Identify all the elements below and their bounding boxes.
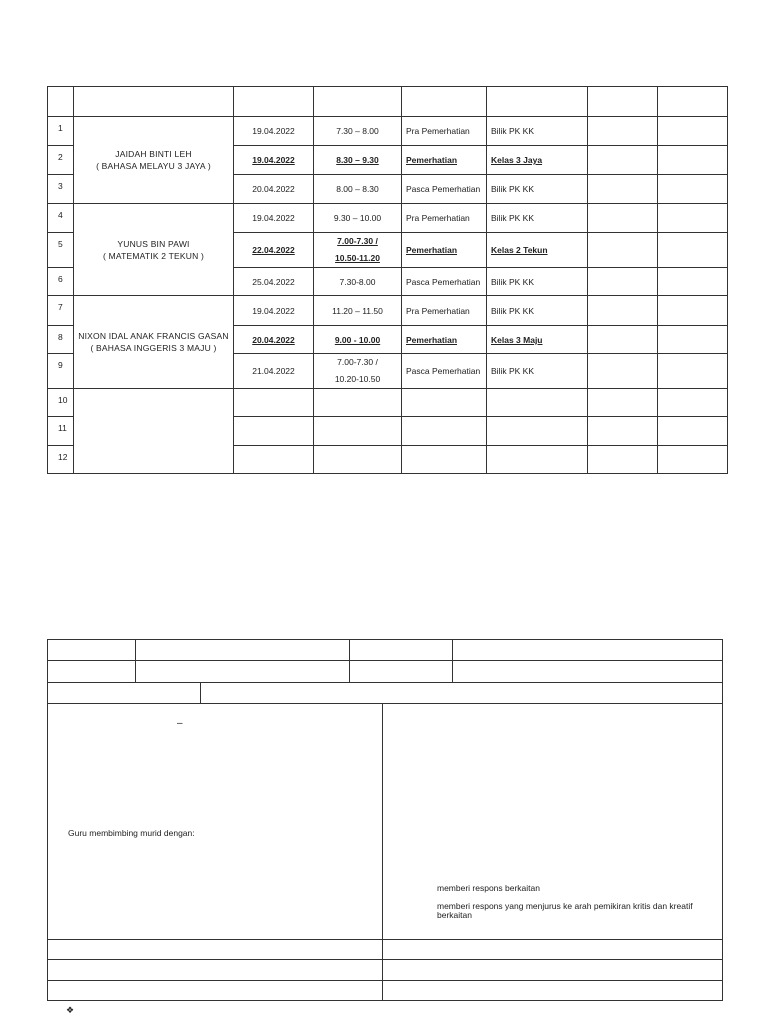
header-cell — [658, 87, 728, 117]
time-cell: 7.30 – 8.00 — [314, 117, 402, 146]
row-number: 12 — [48, 446, 74, 474]
date-cell: 20.04.2022 — [234, 175, 314, 204]
table-header-row — [48, 87, 728, 117]
time-line-1: 7.00-7.30 / — [337, 236, 378, 246]
empty-cell — [487, 417, 588, 446]
empty-cell — [658, 175, 728, 204]
activity-cell: Pasca Pemerhatian — [402, 175, 487, 204]
time-cell: 8.30 – 9.30 — [314, 146, 402, 175]
form-value-cell — [453, 661, 723, 683]
form-label-cell — [48, 661, 136, 683]
empty-cell — [588, 446, 658, 474]
empty-cell — [314, 446, 402, 474]
location-cell: Kelas 2 Tekun — [487, 233, 588, 268]
form-row — [48, 940, 723, 960]
activity-cell: Pemerhatian — [402, 233, 487, 268]
header-cell — [234, 87, 314, 117]
teacher-cell — [74, 296, 234, 389]
table-row — [48, 296, 728, 326]
location-cell: Bilik PK KK — [487, 354, 588, 389]
activity-cell: Pra Pemerhatian — [402, 296, 487, 326]
form-value-cell — [453, 640, 723, 661]
form-cell — [383, 960, 723, 981]
empty-cell — [487, 389, 588, 417]
form-cell — [48, 940, 383, 960]
location-cell: Bilik PK KK — [487, 268, 588, 296]
empty-cell — [234, 417, 314, 446]
teacher-cell — [74, 117, 234, 204]
empty-cell — [588, 417, 658, 446]
teacher-subject: ( BAHASA MELAYU 3 JAYA ) — [96, 161, 211, 171]
time-cell — [314, 233, 402, 268]
row-number: 3 — [48, 175, 74, 204]
time-cell: 11.20 – 11.50 — [314, 296, 402, 326]
empty-cell — [658, 146, 728, 175]
activity-cell: Pemerhatian — [402, 146, 487, 175]
location-cell: Kelas 3 Maju — [487, 326, 588, 354]
date-cell: 19.04.2022 — [234, 146, 314, 175]
location-cell: Kelas 3 Jaya — [487, 146, 588, 175]
row-number: 10 — [48, 389, 74, 417]
empty-cell — [588, 354, 658, 389]
form-label-cell — [48, 683, 201, 704]
row-number: 5 — [48, 233, 74, 268]
empty-cell — [588, 389, 658, 417]
activity-cell: Pra Pemerhatian — [402, 117, 487, 146]
time-cell: 9.30 – 10.00 — [314, 204, 402, 233]
student-activity-cell — [383, 704, 723, 940]
activity-cell: Pra Pemerhatian — [402, 204, 487, 233]
date-cell: 19.04.2022 — [234, 204, 314, 233]
teacher-activity-cell — [48, 704, 383, 940]
form-content-row — [48, 704, 723, 940]
row-number: 11 — [48, 417, 74, 446]
empty-cell — [588, 175, 658, 204]
form-label-cell — [350, 661, 453, 683]
date-cell: 20.04.2022 — [234, 326, 314, 354]
empty-cell — [314, 417, 402, 446]
location-cell: Bilik PK KK — [487, 296, 588, 326]
empty-cell — [658, 117, 728, 146]
empty-cell — [402, 446, 487, 474]
time-line-1: 7.00-7.30 / — [337, 357, 378, 367]
form-cell — [383, 940, 723, 960]
teacher-cell — [74, 204, 234, 296]
empty-cell — [588, 268, 658, 296]
empty-cell — [234, 446, 314, 474]
empty-cell — [588, 326, 658, 354]
time-cell: 8.00 – 8.30 — [314, 175, 402, 204]
observation-form-table — [47, 639, 723, 1001]
empty-cell — [234, 389, 314, 417]
empty-cell — [658, 417, 728, 446]
empty-cell — [314, 389, 402, 417]
form-row — [48, 640, 723, 661]
teacher-subject: ( MATEMATIK 2 TEKUN ) — [102, 250, 204, 261]
date-cell: 25.04.2022 — [234, 268, 314, 296]
table-row — [48, 204, 728, 233]
empty-cell — [588, 233, 658, 268]
header-cell — [402, 87, 487, 117]
location-cell: Bilik PK KK — [487, 175, 588, 204]
teacher-name: NIXON IDAL ANAK FRANCIS GASAN — [78, 331, 229, 341]
empty-cell — [658, 389, 728, 417]
bullet-icon: ❖ — [66, 1005, 75, 1015]
row-number: 1 — [48, 117, 74, 146]
response-text-1: memberi respons berkaitan — [437, 883, 540, 893]
activity-cell: Pasca Pemerhatian — [402, 268, 487, 296]
empty-cell — [588, 204, 658, 233]
empty-cell — [487, 446, 588, 474]
header-cell — [487, 87, 588, 117]
dash-mark: – — [177, 718, 183, 729]
date-cell: 19.04.2022 — [234, 296, 314, 326]
empty-cell — [658, 354, 728, 389]
time-line-2: 10.50-11.20 — [335, 253, 380, 263]
date-cell: 22.04.2022 — [234, 233, 314, 268]
activity-cell: Pasca Pemerhatian — [402, 354, 487, 389]
time-cell: 9.00 - 10.00 — [314, 326, 402, 354]
teacher-subject: ( BAHASA INGGERIS 3 MAJU ) — [90, 343, 217, 353]
empty-cell — [588, 296, 658, 326]
empty-cell — [658, 326, 728, 354]
row-number: 6 — [48, 268, 74, 296]
time-line-2: 10.20-10.50 — [334, 374, 381, 384]
empty-cell — [658, 204, 728, 233]
time-cell — [314, 354, 402, 389]
activity-cell: Pemerhatian — [402, 326, 487, 354]
header-cell — [588, 87, 658, 117]
empty-cell — [658, 296, 728, 326]
row-number: 9 — [48, 354, 74, 389]
header-cell — [48, 87, 74, 117]
form-label-cell — [48, 640, 136, 661]
form-cell — [48, 960, 383, 981]
row-number: 2 — [48, 146, 74, 175]
time-cell: 7.30-8.00 — [314, 268, 402, 296]
form-row — [48, 981, 723, 1001]
form-cell — [48, 981, 383, 1001]
form-value-cell — [136, 640, 350, 661]
teacher-cell-empty — [74, 389, 234, 474]
date-cell: 21.04.2022 — [234, 354, 314, 389]
date-cell: 19.04.2022 — [234, 117, 314, 146]
form-row — [48, 960, 723, 981]
empty-cell — [402, 417, 487, 446]
response-text-2: memberi respons yang menjurus ke arah pemikiran kritis dan kreatif berkaitan — [437, 901, 693, 920]
empty-cell — [588, 146, 658, 175]
header-cell — [74, 87, 234, 117]
empty-cell — [658, 446, 728, 474]
teacher-name: JAIDAH BINTI LEH — [115, 149, 192, 159]
form-row — [48, 683, 723, 704]
table-row — [48, 117, 728, 146]
header-cell — [314, 87, 402, 117]
form-value-cell — [201, 683, 723, 704]
guru-text: Guru membimbing murid dengan: — [68, 828, 195, 838]
empty-cell — [588, 117, 658, 146]
empty-cell — [658, 268, 728, 296]
row-number: 7 — [48, 296, 74, 326]
form-value-cell — [136, 661, 350, 683]
row-number: 4 — [48, 204, 74, 233]
location-cell: Bilik PK KK — [487, 204, 588, 233]
empty-cell — [658, 233, 728, 268]
teacher-name: YUNUS BIN PAWI — [117, 238, 190, 249]
location-cell: Bilik PK KK — [487, 117, 588, 146]
form-cell — [383, 981, 723, 1001]
table-row — [48, 389, 728, 417]
observation-schedule-table — [47, 86, 728, 474]
form-label-cell — [350, 640, 453, 661]
row-number: 8 — [48, 326, 74, 354]
form-row — [48, 661, 723, 683]
empty-cell — [402, 389, 487, 417]
